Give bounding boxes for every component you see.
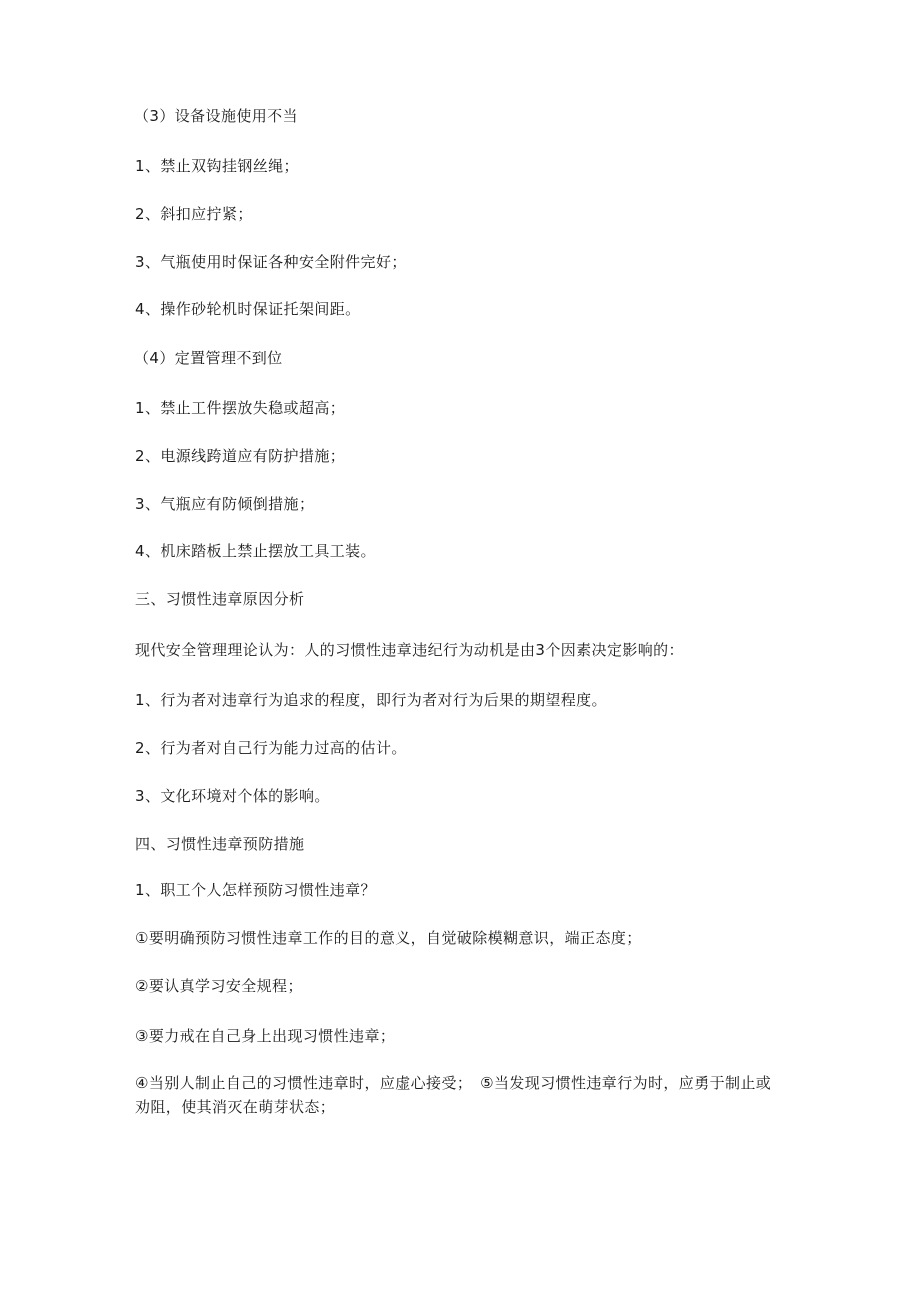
paragraph-line: ③要力戒在自己身上出现习惯性违章； bbox=[135, 1027, 396, 1045]
paragraph-line: 2、电源线跨道应有防护措施； bbox=[135, 447, 346, 465]
paragraph-wrapped: ④当别人制止自己的习惯性违章时，应虚心接受； ⑤当发现习惯性违章行为时，应勇于制止或劝阻，使其消灭在萌芽状态； bbox=[135, 1074, 772, 1116]
paragraph-line: 1、职工个人怎样预防习惯性违章？ bbox=[135, 881, 376, 899]
paragraph-line: 2、斜扣应拧紧； bbox=[135, 205, 253, 223]
subheading-equipment-misuse: （3）设备设施使用不当 bbox=[134, 107, 298, 125]
section-heading-prevention-measures: 四、习惯性违章预防措施 bbox=[135, 835, 305, 853]
section-heading-cause-analysis: 三、习惯性违章原因分析 bbox=[135, 590, 305, 608]
paragraph-line: 3、气瓶使用时保证各种安全附件完好； bbox=[135, 253, 407, 271]
paragraph-line: 1、行为者对违章行为追求的程度，即行为者对行为后果的期望程度。 bbox=[135, 691, 607, 709]
paragraph-line: 1、禁止双钩挂钢丝绳； bbox=[135, 157, 299, 175]
paragraph-line: 3、气瓶应有防倾倒措施； bbox=[135, 495, 315, 513]
paragraph-line: 1、禁止工件摆放失稳或超高； bbox=[135, 399, 346, 417]
paragraph-line: 2、行为者对自己行为能力过高的估计。 bbox=[135, 739, 407, 757]
paragraph-line: ②要认真学习安全规程； bbox=[135, 977, 303, 995]
subheading-placement-management: （4）定置管理不到位 bbox=[134, 349, 283, 367]
paragraph-line: 4、机床踏板上禁止摆放工具工装。 bbox=[135, 542, 376, 560]
paragraph-line: 4、操作砂轮机时保证托架间距。 bbox=[135, 300, 361, 318]
paragraph-line: 现代安全管理理论认为：人的习惯性违章违纪行为动机是由3个因素决定影响的： bbox=[135, 641, 684, 659]
paragraph-line: ①要明确预防习惯性违章工作的目的意义，自觉破除模糊意识，端正态度； bbox=[135, 929, 642, 947]
paragraph-line: 3、文化环境对个体的影响。 bbox=[135, 787, 330, 805]
